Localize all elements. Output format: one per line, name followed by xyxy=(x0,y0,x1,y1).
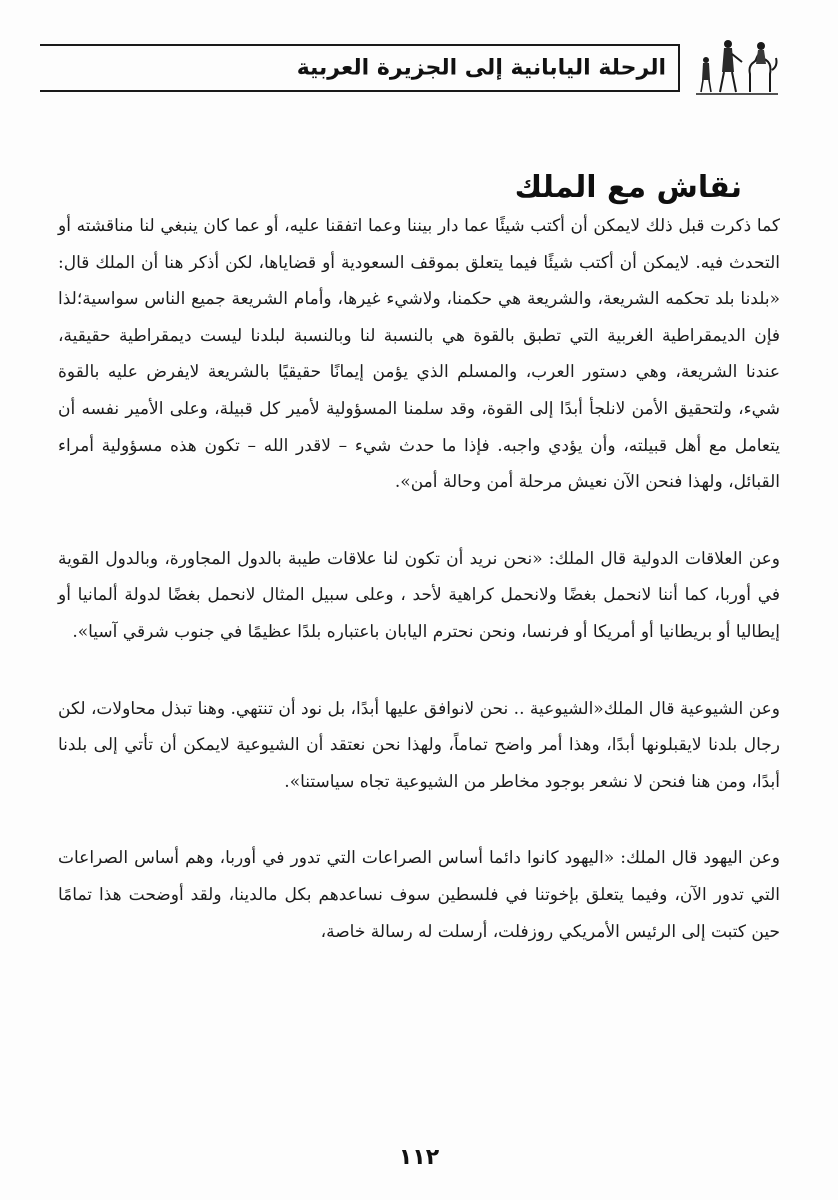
running-title: الرحلة اليابانية إلى الجزيرة العربية xyxy=(296,55,666,81)
paragraph: وعن العلاقات الدولية قال الملك: «نحن نريد أن تكون لنا علاقات طيبة بالدول المجاورة، وبالدول القوية في أوربا، كما أننا لانحمل بغضًا ولانحمل كراهية لأحد ، وعلى سبيل المثال لانحمل بغضًا لدولة ألمانيا أو إيطاليا أو بريطانيا أو أمريكا أو فرنسا، ونحن نحترم اليابان باعتباره بلدًا عظيمًا في جنوب شرقي آسيا». xyxy=(58,548,780,642)
body-text xyxy=(58,208,780,950)
paragraph: وعن الشيوعية قال الملك«الشيوعية .. نحن لانوافق عليها أبدًا، بل نود أن تنتهي. وهنا تبذل محاولات، لكن رجال بلدنا لايقبلونها أبدًا، وهذا أمر واضح تماماً، ولهذا نحن نعتقد أن الشيوعية لايمكن أن تأتي إلى بلدنا أبدًا، ومن هنا فنحن لا نشعر بوجود مخاطر من الشيوعية تجاه سياستنا». xyxy=(58,698,780,792)
travelers-illustration-icon xyxy=(688,30,780,102)
paragraph: كما ذكرت قبل ذلك لايمكن أن أكتب شيئًا عما دار بيننا وعما اتفقنا عليه، أو عما كان ينبغي لنا مناقشته أو التحدث فيه. لايمكن أن أكتب شيئًا فيما يتعلق بموقف السعودية أو قضاياها، لكن أذكر هنا أن الملك قال: «بلدنا بلد تحكمه الشريعة، والشريعة هي حكمنا، ولاشيء غيرها، وأمام الشريعة جميع الناس سواسية؛لذا فإن الديمقراطية الغربية التي تطبق بالقوة هي بالنسبة لنا وبالنسبة لبلدنا ليست ديمقراطية حقيقية، عندنا الشريعة، وهي دستور العرب، والمسلم الذي يؤمن إيمانًا حقيقيًا بالشريعة لايفرض عليه بالقوة شيء، ولتحقيق الأمن لانلجأ أبدًا إلى القوة، وقد سلمنا المسؤولية لأمير كل قبيلة، وعلى الأمير نفسه أن يتعامل مع أهل قبيلته، وأن يؤدي واجبه. فإذا ما حدث شيء – لاقدر الله – تكون هذه مسؤولية أمراء القبائل، ولهذا فنحن الآن نعيش مرحلة أمن وحالة أمن». xyxy=(58,216,780,493)
paragraph: وعن اليهود قال الملك: «اليهود كانوا دائما أساس الصراعات التي تدور في أوربا، وهم أساس الصراعات التي تدور الآن، وفيما يتعلق بإخوتنا في فلسطين سوف نساعدهم بكل مالدينا، ولقد أوضحت هذا تمامًا حين كتبت إلى الرئيس الأمريكي روزفلت، أرسلت له رسالة خاصة، xyxy=(58,848,780,942)
running-header xyxy=(40,30,780,100)
page-number: ١١٢ xyxy=(398,1145,440,1170)
header-frame xyxy=(40,44,680,92)
section-title: نقاش مع الملك xyxy=(514,170,742,206)
